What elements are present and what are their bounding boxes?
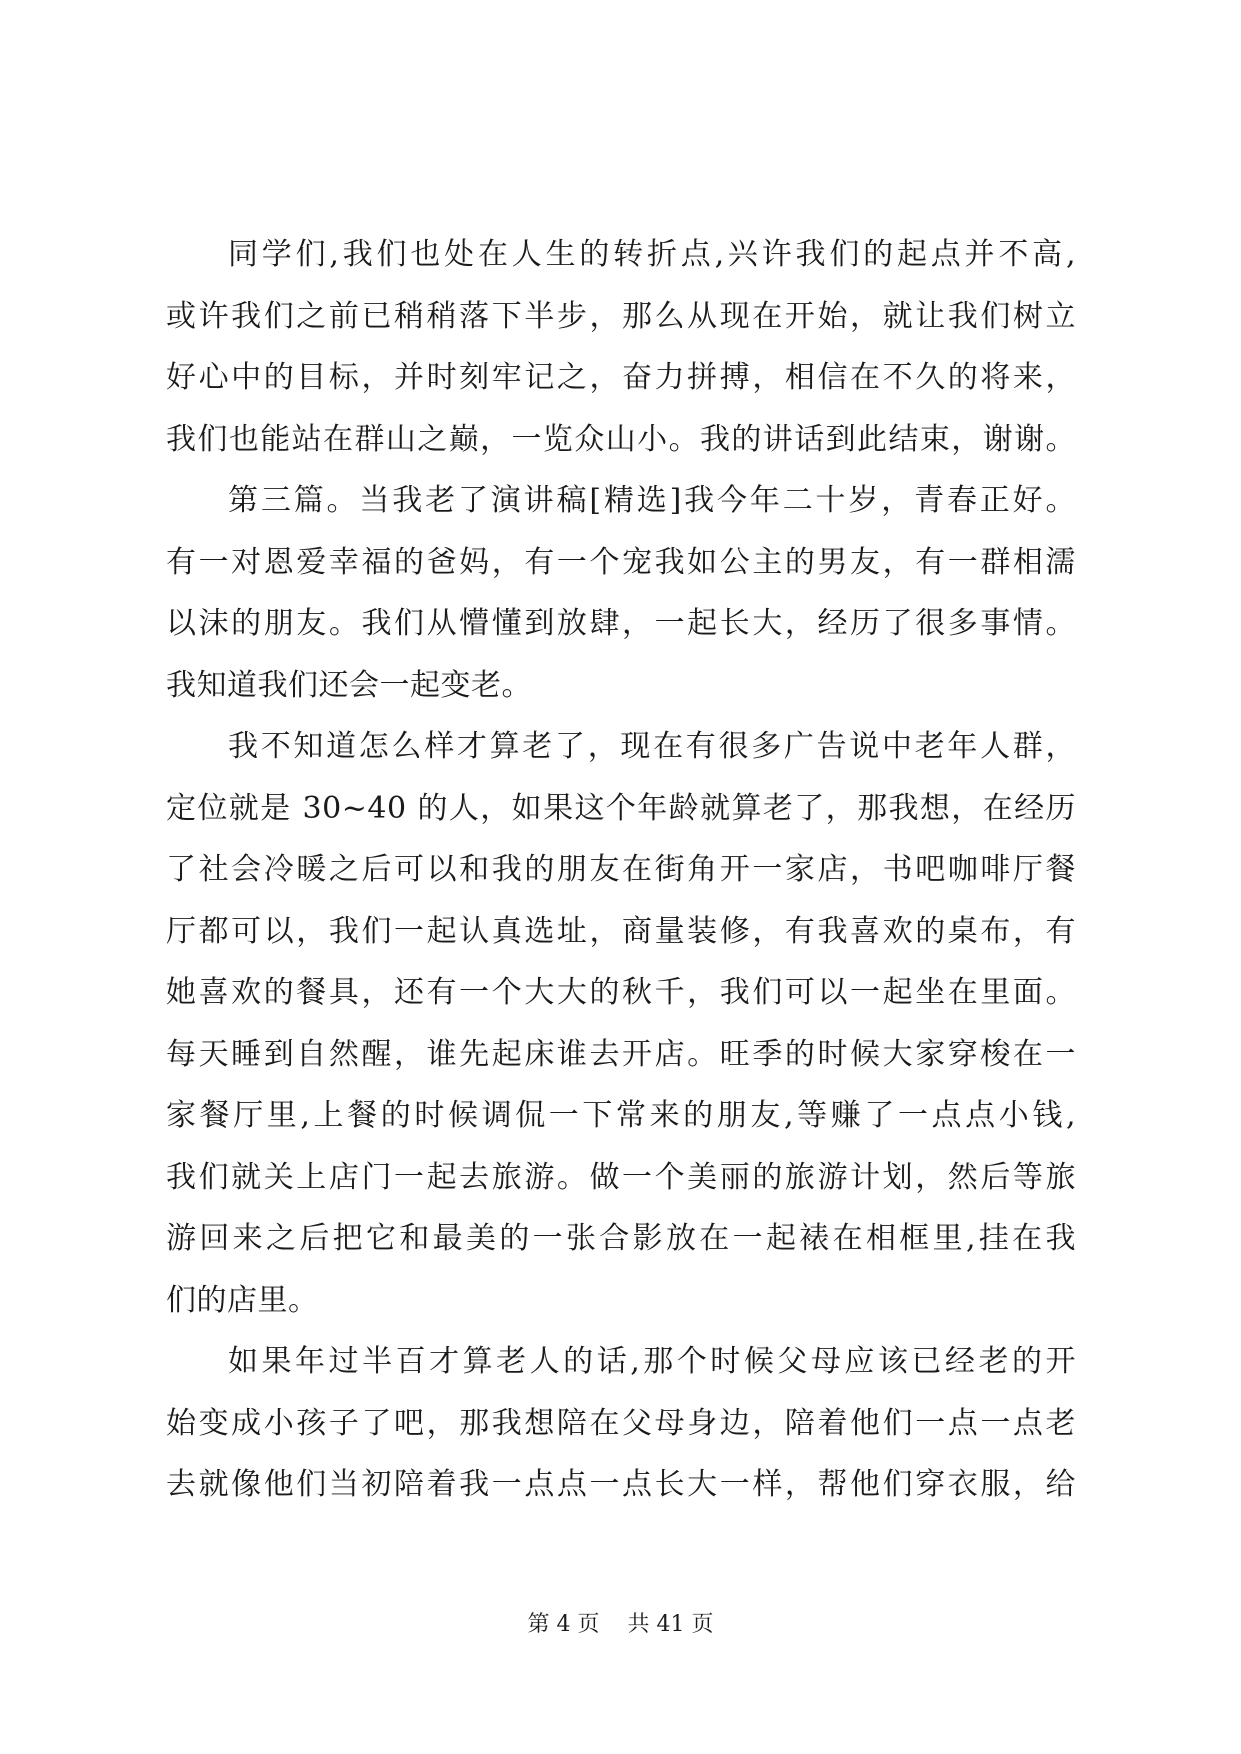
text-line: 始变成小孩子了吧，那我想陪在父母身边，陪着他们一点一点老 bbox=[166, 1405, 1076, 1441]
text-line: 或许我们之前已稍稍落下半步，那么从现在开始，就让我们树立 bbox=[166, 298, 1076, 334]
text-line: 她喜欢的餐具，还有一个大大的秋千，我们可以一起坐在里面。 bbox=[166, 975, 1076, 1010]
text-line: 如果年过半百才算老人的话,那个时候父母应该已经老的开 bbox=[228, 1344, 1076, 1379]
text-line: 第三篇。当我老了演讲稿[精选]我今年二十岁，青春正好。 bbox=[228, 483, 1076, 518]
body-text bbox=[166, 224, 1076, 1516]
text-line: 去就像他们当初陪着我一点点一点长大一样，帮他们穿衣服，给 bbox=[166, 1467, 1076, 1502]
text-line: 了社会冷暖之后可以和我的朋友在街角开一家店，书吧咖啡厅餐 bbox=[166, 852, 1076, 887]
text-line: 同学们,我们也处在人生的转折点,兴许我们的起点并不高, bbox=[228, 237, 1076, 272]
page-number: 第 4 页 bbox=[527, 1612, 600, 1637]
text-line: 我们也能站在群山之巅，一览众山小。我的讲话到此结束，谢谢。 bbox=[166, 421, 1076, 457]
text-line: 好心中的目标，并时刻牢记之，奋力拼搏，相信在不久的将来， bbox=[166, 360, 1076, 395]
text-line: 我不知道怎么样才算老了，现在有很多广告说中老年人群， bbox=[228, 729, 1076, 764]
page-total: 共 41 页 bbox=[627, 1612, 714, 1637]
text-line: 以沫的朋友。我们从懵懂到放肆，一起长大，经历了很多事情。 bbox=[166, 606, 1076, 641]
text-line: 我们就关上店门一起去旅游。做一个美丽的旅游计划，然后等旅 bbox=[166, 1159, 1076, 1195]
text-line: 定位就是 30~40 的人，如果这个年龄就算老了，那我想，在经历 bbox=[166, 790, 1076, 826]
text-line: 每天睡到自然醒，谁先起床谁去开店。旺季的时候大家穿梭在一 bbox=[166, 1036, 1076, 1072]
text-line: 们的店里。 bbox=[166, 1282, 319, 1318]
text-line: 游回来之后把它和最美的一张合影放在一起裱在相框里,挂在我 bbox=[166, 1221, 1076, 1256]
text-line: 有一对恩爱幸福的爸妈，有一个宠我如公主的男友，有一群相濡 bbox=[166, 544, 1076, 580]
text-line: 我知道我们还会一起变老。 bbox=[166, 667, 532, 703]
text-line: 厅都可以，我们一起认真选址，商量装修，有我喜欢的桌布，有 bbox=[166, 913, 1076, 949]
page-footer bbox=[0, 1607, 1241, 1638]
text-line: 家餐厅里,上餐的时候调侃一下常来的朋友,等赚了一点点小钱, bbox=[166, 1098, 1076, 1133]
